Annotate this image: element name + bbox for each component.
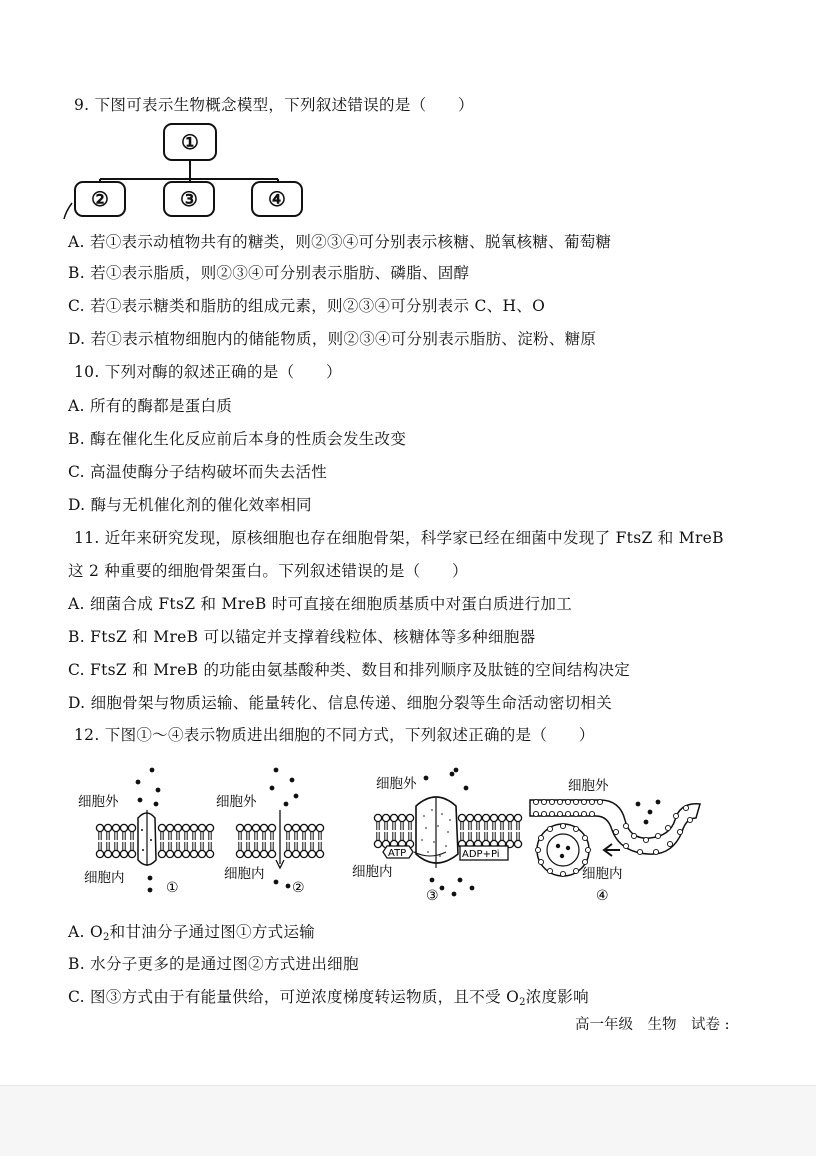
panel-4-inside-label: 细胞内	[582, 866, 623, 882]
q10-stem: 10. 下列对酶的叙述正确的是（ ）	[74, 363, 342, 381]
panel-1	[78, 768, 214, 896]
q10-option-d: D. 酶与无机催化剂的催化效率相同	[68, 496, 312, 514]
q12-stem: 12. 下图①～④表示物质进出细胞的不同方式，下列叙述正确的是（ ）	[74, 726, 595, 744]
panel-4-outside-label: 细胞外	[568, 778, 609, 794]
q10-option-c: C. 高温使酶分子结构破坏而失去活性	[68, 463, 328, 481]
panel-1-inside-label: 细胞内	[84, 870, 125, 886]
q9-option-a: A. 若①表示动植物共有的糖类，则②③④可分别表示核糖、脱氧核糖、葡萄糖	[68, 233, 612, 251]
q9-option-b: B. 若①表示脂质，则②③④可分别表示脂肪、磷脂、固醇	[68, 264, 470, 282]
q10-option-b: B. 酶在催化生化反应前后本身的性质会发生改变	[68, 430, 407, 448]
q9-option-c: C. 若①表示糖类和脂肪的组成元素，则②③④可分别表示 C、H、O	[68, 297, 546, 315]
q11-stem-line2: 这 2 种重要的细胞骨架蛋白。下列叙述错误的是（ ）	[68, 562, 468, 580]
membrane-transport-figure	[60, 760, 740, 910]
panel-2-membrane	[236, 810, 323, 868]
q12-option-a: A. $O_2$和甘油分子通过图①方式运输	[68, 923, 316, 943]
q11-option-b: B. FtsZ 和 MreB 可以锚定并支撑着线粒体、核糖体等多种细胞器	[68, 628, 536, 646]
panel-2	[216, 768, 324, 896]
page-footer: 高一年级 生物 试卷 :	[575, 1017, 730, 1033]
panel-4-mark: ④	[596, 888, 609, 904]
adp-label: ADP+Pi	[462, 849, 500, 860]
adp-badge	[460, 846, 508, 860]
page-bottom-margin	[0, 1085, 816, 1156]
panel-2-inside-label: 细胞内	[224, 866, 265, 882]
q11-option-a: A. 细菌合成 FtsZ 和 MreB 时可直接在细胞质基质中对蛋白质进行加工	[68, 595, 573, 613]
panel-3	[352, 768, 522, 904]
q12-option-c: C. 图③方式由于有能量供给，可逆浓度梯度转运物质，且不受 $O_2$浓度影响	[68, 988, 589, 1008]
q9-option-d: D. 若①表示植物细胞内的储能物质，则②③④可分别表示脂肪、淀粉、糖原	[68, 330, 597, 348]
q11-option-c: C. FtsZ 和 MreB 的功能由氨基酸种类、数目和排列顺序及肽链的空间结构决定	[68, 661, 631, 679]
q12-option-b: B. 水分子更多的是通过图②方式进出细胞	[68, 955, 359, 973]
panel-2-outside-label: 细胞外	[216, 794, 257, 810]
model-box-2: ②	[74, 181, 126, 217]
panel-2-mark: ②	[292, 880, 305, 896]
panel-1-mark: ①	[166, 880, 179, 896]
panel-1-outside-label: 细胞外	[78, 794, 119, 810]
panel-4	[530, 778, 700, 904]
atp-badge	[383, 846, 413, 859]
panel-3-outside-label: 细胞外	[376, 776, 417, 792]
q11-stem-line1: 11. 近年来研究发现，原核细胞也存在细胞骨架，科学家已经在细菌中发现了 FtsZ 和 MreB	[74, 529, 724, 547]
q11-option-d: D. 细胞骨架与物质运输、能量转化、信息传递、细胞分裂等生命活动密切相关	[68, 694, 613, 712]
model-box-4: ④	[251, 181, 303, 217]
panel-3-inside-label: 细胞内	[352, 864, 393, 880]
q9-stem: 9. 下图可表示生物概念模型，下列叙述错误的是（ ）	[74, 96, 474, 114]
model-box-top: ①	[163, 123, 217, 161]
panel-4-particles	[636, 800, 661, 825]
model-box-3: ③	[163, 181, 215, 217]
q10-option-a: A. 所有的酶都是蛋白质	[68, 397, 233, 415]
panel-3-mark: ③	[426, 888, 439, 904]
atp-label: ATP	[388, 848, 407, 859]
panel-1-membrane	[96, 810, 213, 866]
